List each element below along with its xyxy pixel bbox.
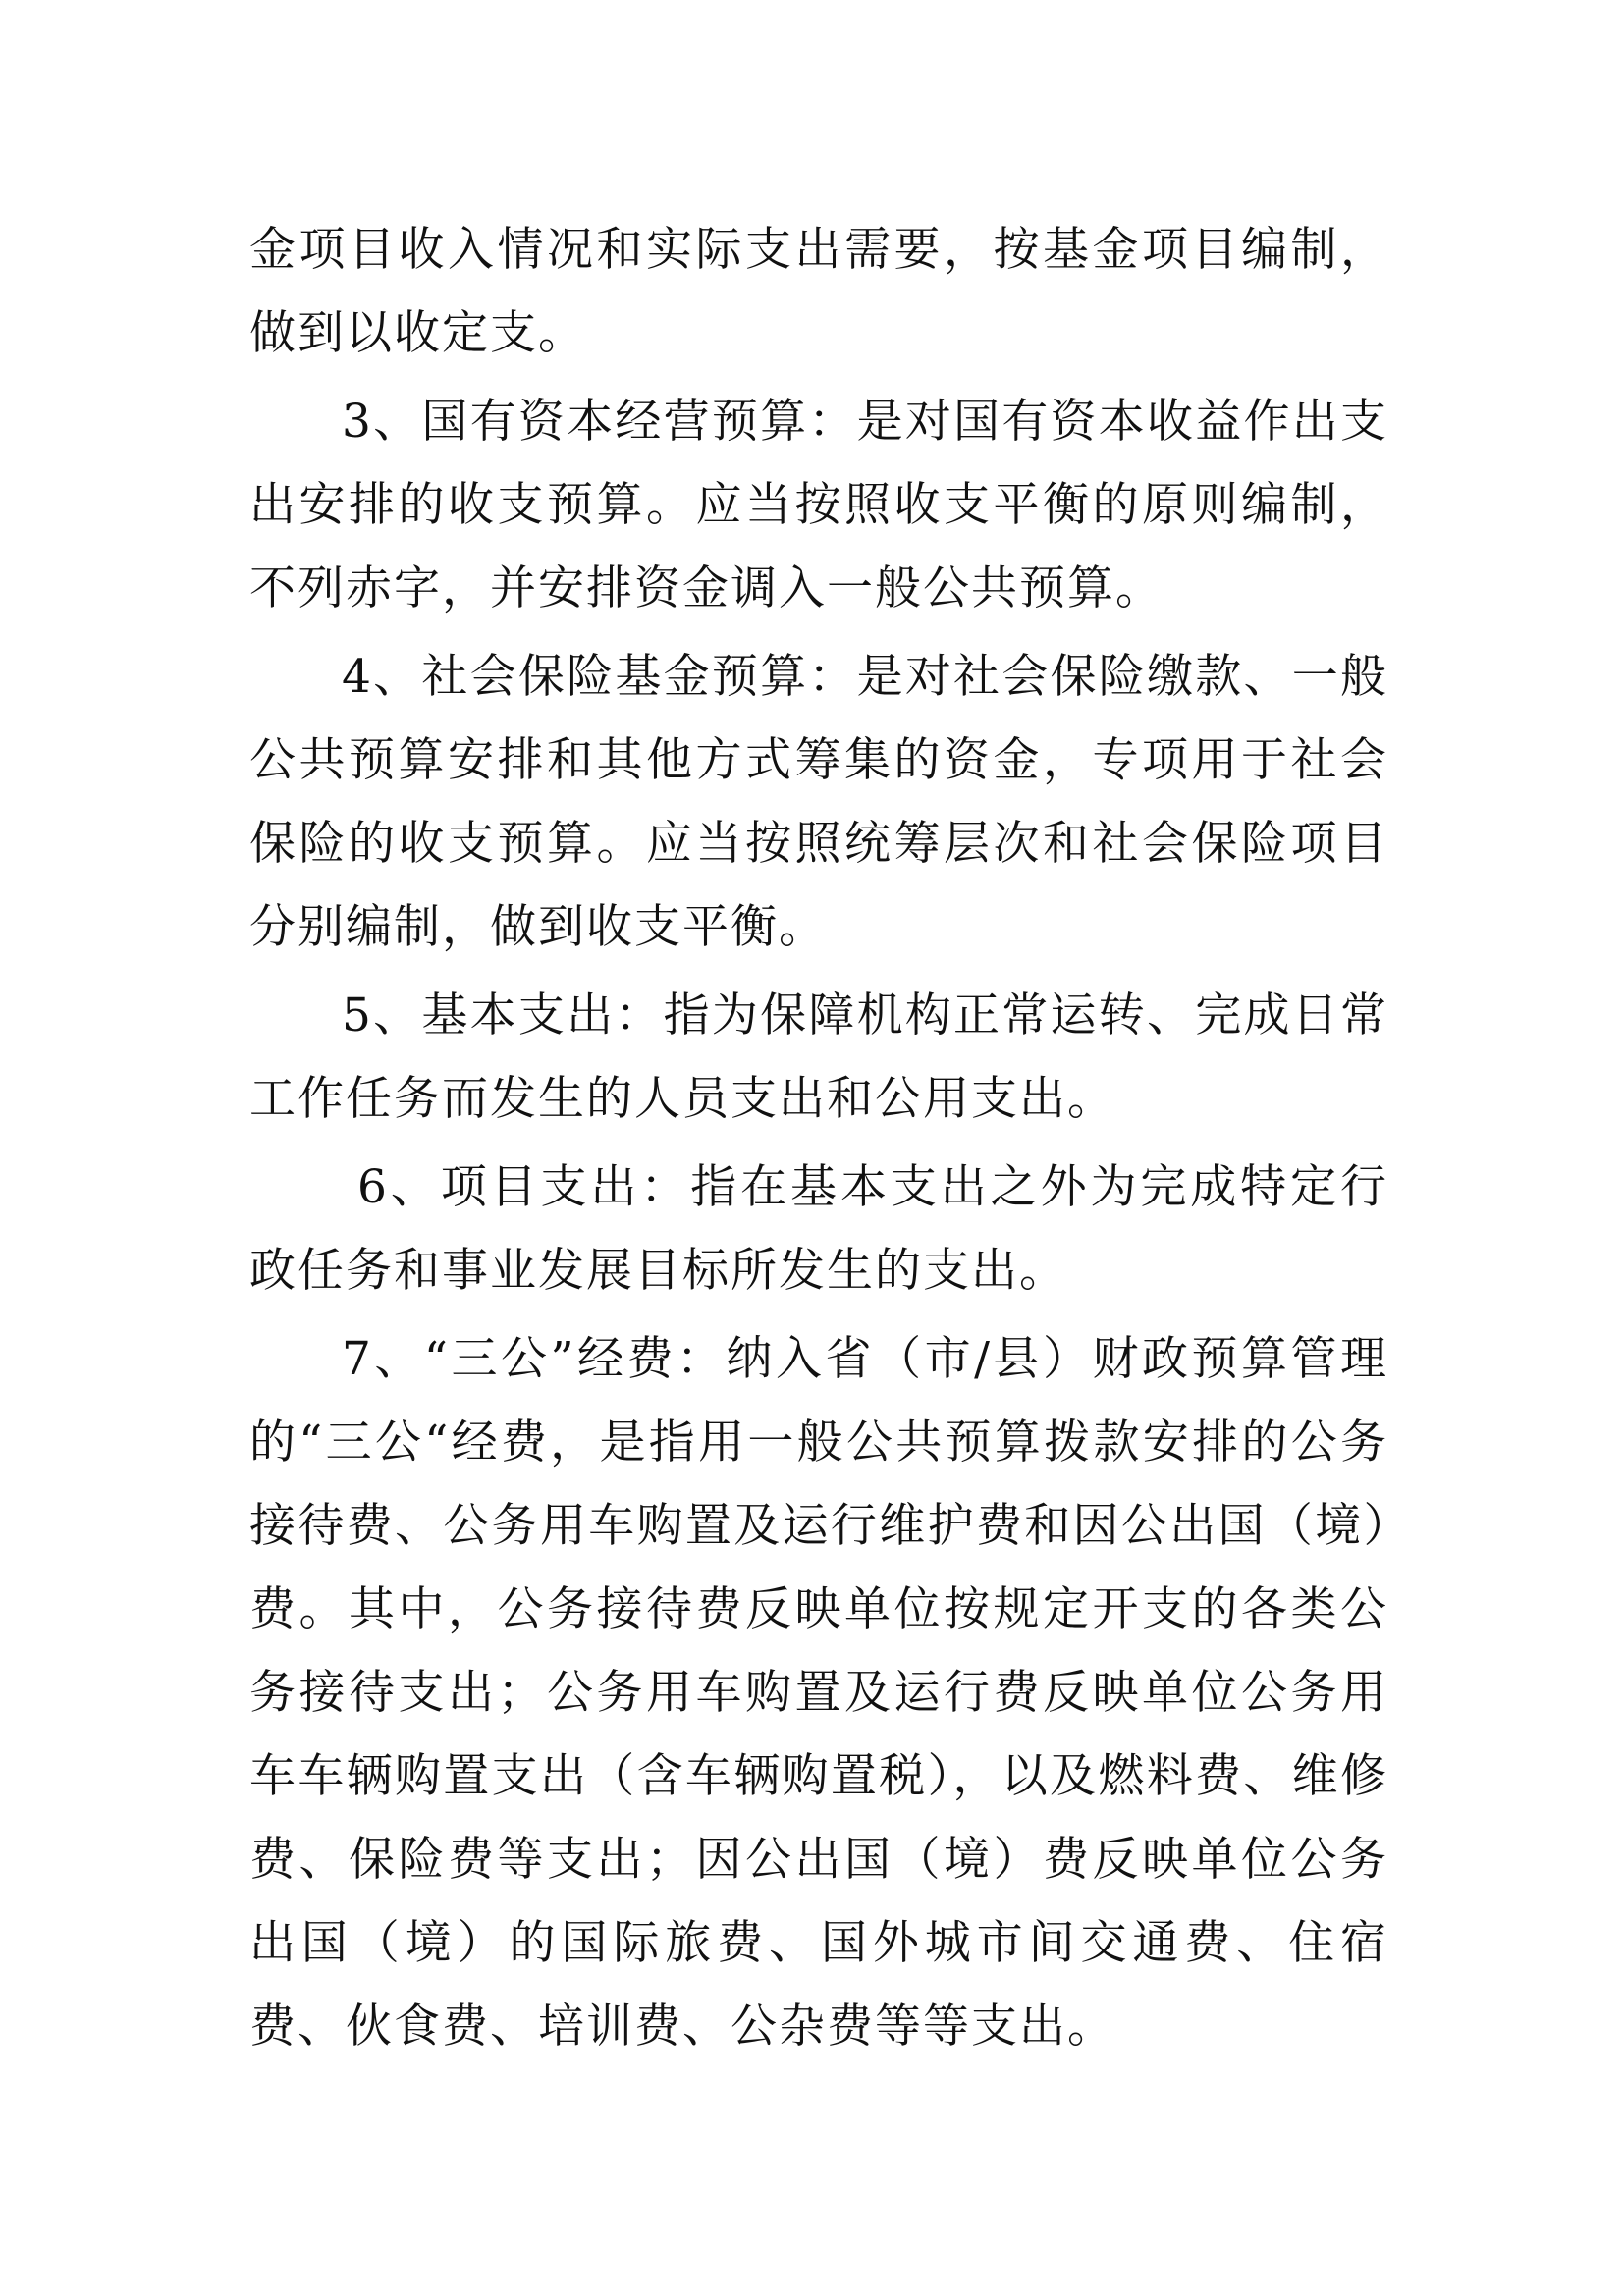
paragraph-continuation: 金项目收入情况和实际支出需要，按基金项目编制，做到以收定支。 (249, 223, 1388, 360)
paragraph-basic-expenditure: 5、基本支出：指为保障机构正常运转、完成日常工作任务而发生的人员支出和公用支出。 (249, 988, 1388, 1126)
paragraph-state-capital-budget: 3、国有资本经营预算：是对国有资本收益作出支出安排的收支预算。应当按照收支平衡的原则编制，不列赤字，并安排资金调入一般公共预算。 (249, 395, 1388, 615)
paragraph-three-public-expenses: 7、“三公”经费：纳入省（市/县）财政预算管理的“三公“经费，是指用一般公共预算拨款安排的公务接待费、公务用车购置及运行维护费和因公出国（境）费。其中，公务接待费反映单位按规定开支的各类公务接待支出；公务用车购置及运行费反映单位公务用车车辆购置支出（含车辆购置税），以及燃料费、维修费、保险费等支出；因公出国（境）费反映单位公务出国（境）的国际旅费、国外城市间交通费、住宿费、伙食费、培训费、公杂费等等支出。 (249, 1332, 1388, 2054)
paragraph-project-expenditure: 6、项目支出：指在基本支出之外为完成特定行政任务和事业发展目标所发生的支出。 (249, 1160, 1388, 1298)
document-body (249, 208, 1388, 2068)
paragraph-social-insurance-budget: 4、社会保险基金预算：是对社会保险缴款、一般公共预算安排和其他方式筹集的资金，专项用于社会保险的收支预算。应当按照统筹层次和社会保险项目分别编制，做到收支平衡。 (249, 650, 1388, 954)
